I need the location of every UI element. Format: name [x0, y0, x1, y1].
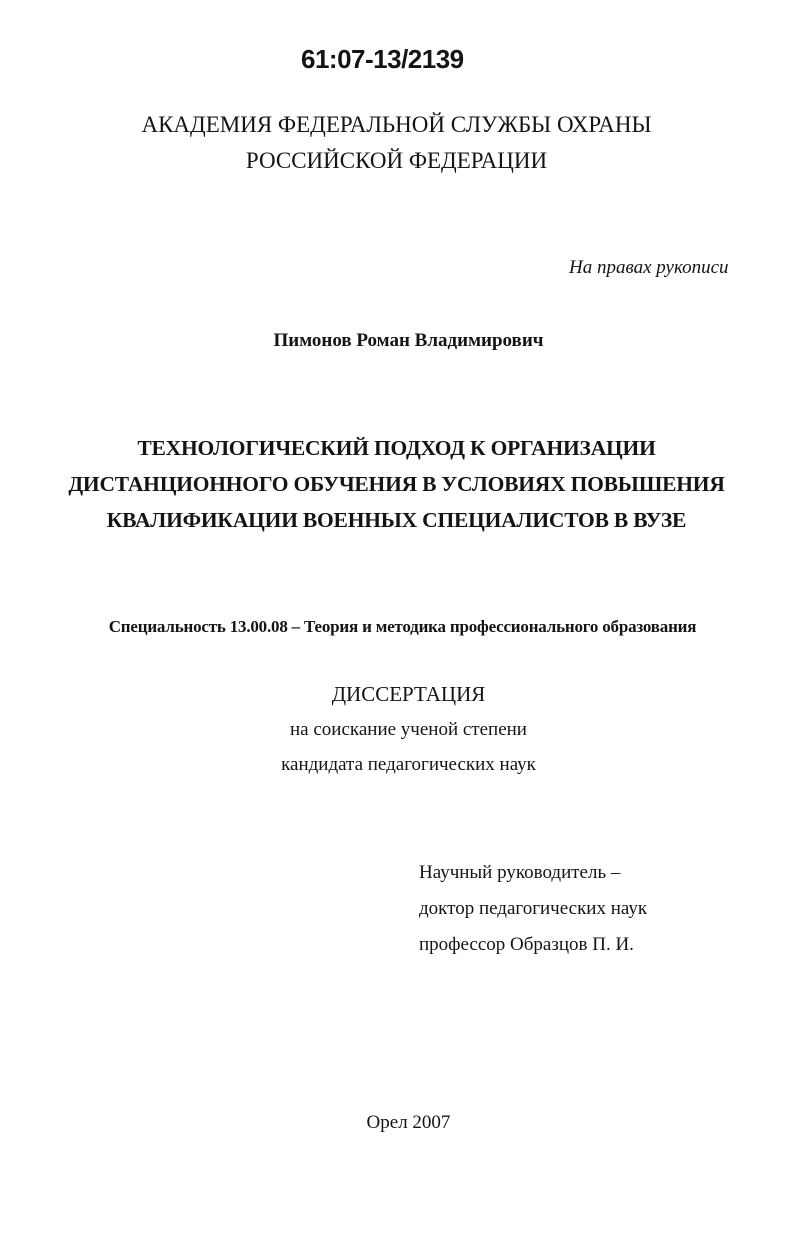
degree-line-2: кандидата педагогических наук [281, 754, 536, 775]
archive-stamp-number: 61:07-13/2139 [301, 44, 464, 74]
title-line-2: ДИСТАНЦИОННОГО ОБУЧЕНИЯ В УСЛОВИЯХ ПОВЫШЕНИЯ [68, 472, 725, 496]
work-type: ДИССЕРТАЦИЯ [331, 682, 486, 706]
degree-line-1: на соискание ученой степени [290, 719, 527, 740]
rights-note: На правах рукописи [569, 257, 729, 278]
supervisor-line-2: доктор педагогических наук [419, 898, 648, 919]
title-line-1: ТЕХНОЛОГИЧЕСКИЙ ПОДХОД К ОРГАНИЗАЦИИ [137, 436, 656, 460]
title-line-3: КВАЛИФИКАЦИИ ВОЕННЫХ СПЕЦИАЛИСТОВ В ВУЗЕ [106, 508, 687, 532]
place-year: Орел 2007 [366, 1112, 451, 1133]
institution-line-2: РОССИЙСКОЙ ФЕДЕРАЦИИ [245, 148, 548, 173]
specialty: Специальность 13.00.08 – Теория и методика профессионального образования [108, 617, 697, 636]
institution-line-1: АКАДЕМИЯ ФЕДЕРАЛЬНОЙ СЛУЖБЫ ОХРАНЫ [141, 112, 652, 137]
author-name: Пимонов Роман Владимирович [273, 330, 544, 351]
supervisor-line-3: профессор Образцов П. И. [419, 934, 634, 955]
supervisor-line-1: Научный руководитель – [419, 862, 621, 883]
